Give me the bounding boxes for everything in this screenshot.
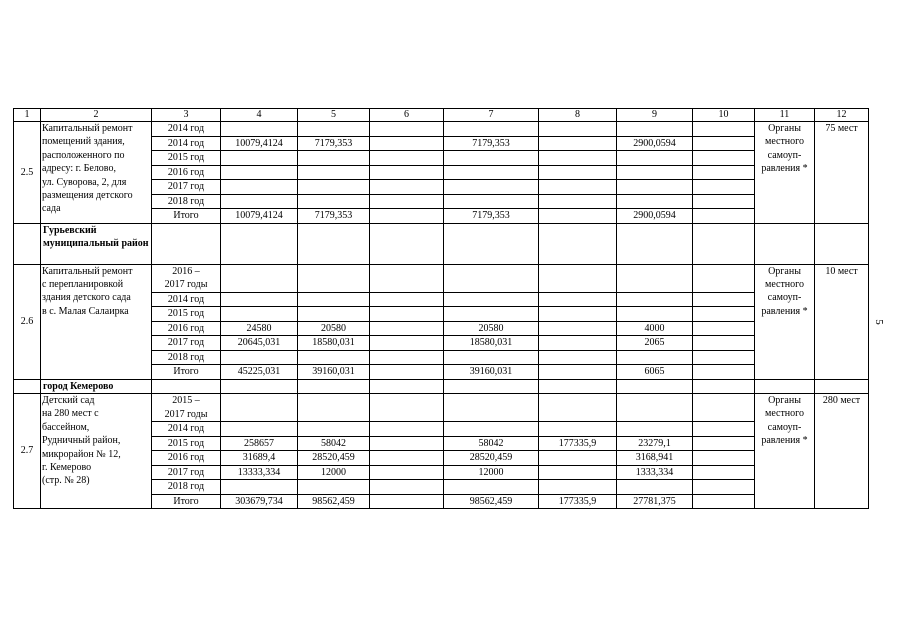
value-col8 <box>539 151 617 166</box>
empty-cell <box>370 180 444 195</box>
value-total: 10079,4124 <box>221 209 298 224</box>
value-col5 <box>298 264 370 292</box>
section-heading-row <box>14 223 869 264</box>
year-cell: Итого <box>152 209 221 224</box>
year-cell: 2014 год <box>152 136 221 151</box>
empty-cell <box>693 151 755 166</box>
value-col7: 12000 <box>444 465 539 480</box>
year-cell: 2016 год <box>152 451 221 466</box>
year-cell: 2018 год <box>152 350 221 365</box>
text-line: Рудничный район, <box>42 435 121 447</box>
value-col8 <box>539 180 617 195</box>
text-line: Органы <box>768 123 801 134</box>
empty-cell <box>370 394 444 422</box>
empty-cell <box>370 422 444 437</box>
item-description <box>41 394 152 509</box>
value-col8 <box>539 194 617 209</box>
item-description <box>41 122 152 224</box>
empty-cell <box>693 307 755 322</box>
value-col5 <box>298 394 370 422</box>
value-col8 <box>539 365 617 380</box>
column-number-header: 3 <box>152 109 221 122</box>
column-number-header: 10 <box>693 109 755 122</box>
text-line: Капитальный ремонт <box>42 123 133 134</box>
text-line: равления * <box>761 305 808 317</box>
year-cell: 2015 – 2017 годы <box>152 394 221 422</box>
empty-cell <box>370 494 444 509</box>
empty-cell <box>693 165 755 180</box>
value-col9: 1333,334 <box>617 465 693 480</box>
empty-cell <box>693 465 755 480</box>
value-col9 <box>617 307 693 322</box>
text-line: на 280 мест с <box>42 408 99 420</box>
column-number-header: 1 <box>14 109 41 122</box>
empty-cell <box>693 180 755 195</box>
text-line: местного <box>764 278 805 290</box>
value-col5 <box>298 307 370 322</box>
column-numbers-row <box>14 109 869 122</box>
table-body <box>14 109 869 509</box>
text-line: здания детского сада <box>42 292 131 304</box>
empty-cell <box>617 223 693 264</box>
empty-cell <box>539 223 617 264</box>
year-cell: 2016 – 2017 годы <box>152 264 221 292</box>
value-col5: 7179,353 <box>298 136 370 151</box>
value-col8 <box>539 480 617 495</box>
year-cell: 2014 год <box>152 422 221 437</box>
value-col7: 39160,031 <box>444 365 539 380</box>
capacity: 10 мест <box>815 264 869 379</box>
value-col7 <box>444 480 539 495</box>
value-total <box>221 194 298 209</box>
value-col9 <box>617 122 693 137</box>
empty-cell <box>693 136 755 151</box>
value-col9 <box>617 165 693 180</box>
empty-cell <box>693 209 755 224</box>
section-heading: Гурьевский муниципальный район <box>41 223 152 264</box>
text-line: местного <box>764 136 805 148</box>
value-col9 <box>617 422 693 437</box>
value-col7 <box>444 180 539 195</box>
value-col5 <box>298 194 370 209</box>
empty-cell <box>221 379 298 394</box>
value-col9: 27781,375 <box>617 494 693 509</box>
value-col5: 7179,353 <box>298 209 370 224</box>
empty-cell <box>444 223 539 264</box>
value-col5 <box>298 165 370 180</box>
text-line: сада <box>42 203 61 215</box>
empty-cell <box>693 436 755 451</box>
value-col5 <box>298 122 370 137</box>
value-col7 <box>444 264 539 292</box>
value-col5: 18580,031 <box>298 336 370 351</box>
value-col8 <box>539 122 617 137</box>
value-col7: 7179,353 <box>444 209 539 224</box>
text-line: в с. Малая Салаирка <box>42 305 129 317</box>
empty-cell <box>693 194 755 209</box>
year-cell: 2015 год <box>152 151 221 166</box>
text-line: равления * <box>761 435 808 447</box>
empty-cell <box>370 336 444 351</box>
year-cell: 2014 год <box>152 292 221 307</box>
value-total <box>221 122 298 137</box>
year-cell: Итого <box>152 365 221 380</box>
value-col9: 2900,0594 <box>617 136 693 151</box>
value-total: 20645,031 <box>221 336 298 351</box>
value-total <box>221 292 298 307</box>
value-total: 24580 <box>221 321 298 336</box>
value-col9: 2065 <box>617 336 693 351</box>
value-total <box>221 422 298 437</box>
year-cell: 2017 год <box>152 180 221 195</box>
value-col5 <box>298 422 370 437</box>
value-col9 <box>617 480 693 495</box>
value-col8 <box>539 136 617 151</box>
text-line: микрорайон № 12, <box>42 448 121 460</box>
value-col7 <box>444 307 539 322</box>
value-col9: 3168,941 <box>617 451 693 466</box>
empty-cell <box>370 209 444 224</box>
empty-cell <box>755 223 815 264</box>
value-col8 <box>539 209 617 224</box>
column-number-header: 2 <box>41 109 152 122</box>
text-line: Органы <box>768 395 801 406</box>
capacity: 280 мест <box>815 394 869 509</box>
value-total: 10079,4124 <box>221 136 298 151</box>
value-col8: 177335,9 <box>539 436 617 451</box>
empty-cell <box>370 465 444 480</box>
text-line: самоуп- <box>767 149 802 161</box>
text-line: г. Кемерово <box>42 462 92 474</box>
empty-cell <box>14 379 41 394</box>
year-cell: 2018 год <box>152 480 221 495</box>
empty-cell <box>693 422 755 437</box>
item-number: 2.6 <box>14 264 41 379</box>
year-cell: Итого <box>152 494 221 509</box>
table-row <box>14 394 869 422</box>
value-col7: 7179,353 <box>444 136 539 151</box>
value-total <box>221 394 298 422</box>
text-line: размещения детского <box>42 190 133 202</box>
value-col7 <box>444 422 539 437</box>
text-line: Детский сад <box>42 395 95 406</box>
value-col8 <box>539 336 617 351</box>
item-number: 2.7 <box>14 394 41 509</box>
empty-cell <box>370 264 444 292</box>
column-number-header: 5 <box>298 109 370 122</box>
empty-cell <box>370 365 444 380</box>
value-col8 <box>539 451 617 466</box>
value-col7: 98562,459 <box>444 494 539 509</box>
value-col8 <box>539 165 617 180</box>
value-col8 <box>539 422 617 437</box>
value-col8 <box>539 264 617 292</box>
value-total <box>221 180 298 195</box>
value-col9 <box>617 350 693 365</box>
empty-cell <box>370 321 444 336</box>
empty-cell <box>370 350 444 365</box>
value-col9 <box>617 264 693 292</box>
empty-cell <box>152 223 221 264</box>
item-number: 2.5 <box>14 122 41 224</box>
text-line: местного <box>764 408 805 420</box>
value-col7: 20580 <box>444 321 539 336</box>
column-number-header: 8 <box>539 109 617 122</box>
empty-cell <box>370 292 444 307</box>
section-heading: город Кемерово <box>41 379 152 394</box>
empty-cell <box>693 350 755 365</box>
value-col5: 12000 <box>298 465 370 480</box>
value-col5: 58042 <box>298 436 370 451</box>
empty-cell <box>693 365 755 380</box>
value-total <box>221 165 298 180</box>
empty-cell <box>617 379 693 394</box>
empty-cell <box>815 223 869 264</box>
program-table <box>13 108 869 509</box>
value-col5: 39160,031 <box>298 365 370 380</box>
value-total: 303679,734 <box>221 494 298 509</box>
text-line: Органы <box>768 265 801 277</box>
empty-cell <box>693 122 755 137</box>
section-heading-row <box>14 379 869 394</box>
value-col9 <box>617 292 693 307</box>
empty-cell <box>539 379 617 394</box>
empty-cell <box>370 223 444 264</box>
year-cell: 2016 год <box>152 165 221 180</box>
value-total <box>221 264 298 292</box>
empty-cell <box>370 165 444 180</box>
value-col5: 98562,459 <box>298 494 370 509</box>
year-cell: 2017 год <box>152 336 221 351</box>
executor-org <box>755 264 815 379</box>
empty-cell <box>693 264 755 292</box>
value-col9: 23279,1 <box>617 436 693 451</box>
text-line: адресу: г. Белово, <box>42 163 116 175</box>
value-col5 <box>298 180 370 195</box>
page-number: 5 <box>872 319 885 325</box>
text-line: помещений здания, <box>42 136 125 148</box>
value-col8 <box>539 394 617 422</box>
text-line: равления * <box>761 163 808 175</box>
value-col7 <box>444 194 539 209</box>
value-col7: 58042 <box>444 436 539 451</box>
column-number-header: 6 <box>370 109 444 122</box>
value-col7 <box>444 350 539 365</box>
empty-cell <box>693 494 755 509</box>
empty-cell <box>370 480 444 495</box>
empty-cell <box>370 136 444 151</box>
empty-cell <box>370 451 444 466</box>
year-cell: 2017 год <box>152 465 221 480</box>
value-col7 <box>444 122 539 137</box>
empty-cell <box>693 379 755 394</box>
year-cell: 2015 год <box>152 307 221 322</box>
value-col8 <box>539 465 617 480</box>
year-cell: 2015 год <box>152 436 221 451</box>
value-total <box>221 350 298 365</box>
item-description <box>41 264 152 379</box>
value-col8: 177335,9 <box>539 494 617 509</box>
empty-cell <box>693 321 755 336</box>
value-col7: 18580,031 <box>444 336 539 351</box>
text-line: расположенного по <box>42 149 125 161</box>
value-col5 <box>298 350 370 365</box>
empty-cell <box>693 223 755 264</box>
value-col9: 6065 <box>617 365 693 380</box>
value-col8 <box>539 307 617 322</box>
text-line: самоуп- <box>767 292 802 304</box>
column-number-header: 9 <box>617 109 693 122</box>
value-total <box>221 307 298 322</box>
empty-cell <box>370 194 444 209</box>
text-line: с перепланировкой <box>42 278 124 290</box>
empty-cell <box>298 379 370 394</box>
value-total <box>221 151 298 166</box>
text-line: Капитальный ремонт <box>42 265 133 277</box>
empty-cell <box>693 451 755 466</box>
value-col7 <box>444 151 539 166</box>
value-total: 31689,4 <box>221 451 298 466</box>
text-line: ул. Суворова, 2, для <box>42 176 127 188</box>
value-col7 <box>444 292 539 307</box>
executor-org <box>755 394 815 509</box>
empty-cell <box>693 480 755 495</box>
capacity: 75 мест <box>815 122 869 224</box>
empty-cell <box>755 379 815 394</box>
value-total: 258657 <box>221 436 298 451</box>
empty-cell <box>370 379 444 394</box>
value-col8 <box>539 350 617 365</box>
year-cell: 2016 год <box>152 321 221 336</box>
empty-cell <box>693 394 755 422</box>
value-total: 13333,334 <box>221 465 298 480</box>
value-col5: 28520,459 <box>298 451 370 466</box>
value-col7: 28520,459 <box>444 451 539 466</box>
value-col7 <box>444 394 539 422</box>
value-col5 <box>298 480 370 495</box>
empty-cell <box>298 223 370 264</box>
column-number-header: 12 <box>815 109 869 122</box>
empty-cell <box>693 292 755 307</box>
year-cell: 2018 год <box>152 194 221 209</box>
value-col8 <box>539 292 617 307</box>
value-total: 45225,031 <box>221 365 298 380</box>
empty-cell <box>444 379 539 394</box>
text-line: самоуп- <box>767 421 802 433</box>
value-col9 <box>617 394 693 422</box>
column-number-header: 11 <box>755 109 815 122</box>
executor-org <box>755 122 815 224</box>
column-number-header: 7 <box>444 109 539 122</box>
value-total <box>221 480 298 495</box>
value-col8 <box>539 321 617 336</box>
year-cell: 2014 год <box>152 122 221 137</box>
empty-cell <box>693 336 755 351</box>
empty-cell <box>152 379 221 394</box>
empty-cell <box>221 223 298 264</box>
value-col9 <box>617 194 693 209</box>
value-col5 <box>298 292 370 307</box>
table-row <box>14 122 869 137</box>
value-col9 <box>617 180 693 195</box>
value-col7 <box>444 165 539 180</box>
empty-cell <box>370 151 444 166</box>
value-col9 <box>617 151 693 166</box>
text-line: (стр. № 28) <box>42 475 90 487</box>
empty-cell <box>370 307 444 322</box>
value-col5 <box>298 151 370 166</box>
empty-cell <box>14 223 41 264</box>
value-col9: 2900,0594 <box>617 209 693 224</box>
empty-cell <box>815 379 869 394</box>
value-col5: 20580 <box>298 321 370 336</box>
column-number-header: 4 <box>221 109 298 122</box>
empty-cell <box>370 436 444 451</box>
empty-cell <box>370 122 444 137</box>
value-col9: 4000 <box>617 321 693 336</box>
text-line: бассейном, <box>42 421 90 433</box>
table-row <box>14 264 869 292</box>
